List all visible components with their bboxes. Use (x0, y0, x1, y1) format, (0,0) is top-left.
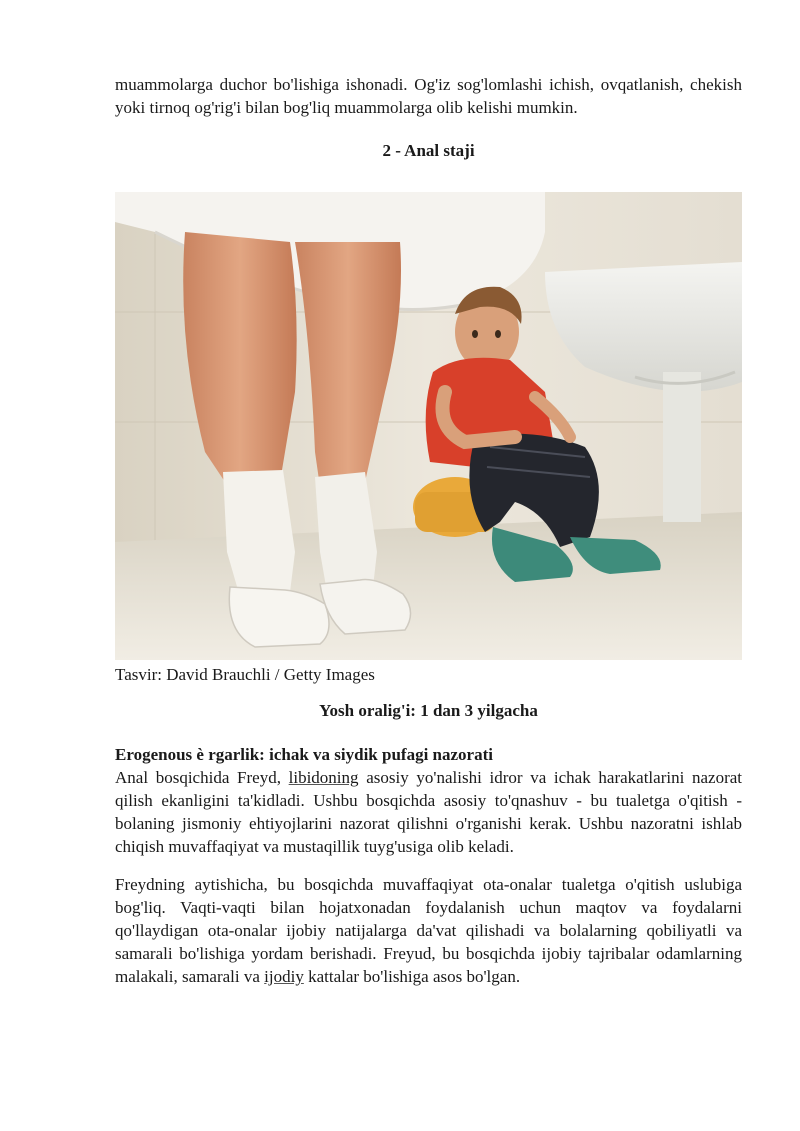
age-range-heading: Yosh oralig'i: 1 dan 3 yilgacha (319, 701, 538, 720)
paragraph-text: Freydning aytishicha, bu bosqichda muvaffaqiyat ota-onalar tualetga o'qitish uslubiga bog'liq. Vaqti-vaqti bilan hojatxonadan foydalanish uchun maqtov va foydalarni qo'llaydigan ota-onalar ijobiy natijalarga da'vat qilishadi va bolalarning qobiliyatli va samarali bo'lishiga yordam berishadi. Freyud, bu bosqichda ijobiy tajribalar odamlarning malakali, samarali va (115, 875, 742, 986)
libido-link[interactable]: libidoning (288, 768, 359, 787)
paragraph-toilet-training (115, 873, 742, 988)
photo-caption: Tasvir: David Brauchli / Getty Images (115, 665, 375, 684)
stage-photo (115, 192, 742, 660)
paragraph-text: kattalar bo'lishiga asos bo'lgan. (303, 967, 521, 986)
section-heading: 2 - Anal staji (382, 141, 475, 160)
paragraph-anal-stage (115, 766, 742, 858)
creative-link[interactable]: ijodiy (264, 967, 304, 986)
paragraph-text: Anal bosqichida Freyd, (115, 768, 289, 787)
intro-paragraph: muammolarga duchor bo'lishiga ishonadi. Og'iz sog'lomlashi ichish, ovqatlanish, chekish yoki tirnoq og'rig'i bilan bog'liq muammolarga olib kelishi mumkin. (115, 75, 742, 117)
document-page (115, 73, 742, 988)
paragraph-text: asosiy yo'nalishi idror va ichak harakatlarini nazorat qilish ekanligini ta'kidladi. Ushbu bosqichda asosiy to'qnashuv - bu tualetga o'qitish - bolaning jismoniy ehtiyojlarini nazorat qilishni o'rganishi kerak. Ushbu nazoratni ishlab chiqish muvaffaqiyat va mustaqillik tuyg'usiga olib keladi. (115, 768, 742, 856)
erogenous-heading: Erogenous è rgarlik: ichak va siydik pufagi nazorati (115, 745, 493, 764)
photo-illustration (115, 192, 742, 660)
